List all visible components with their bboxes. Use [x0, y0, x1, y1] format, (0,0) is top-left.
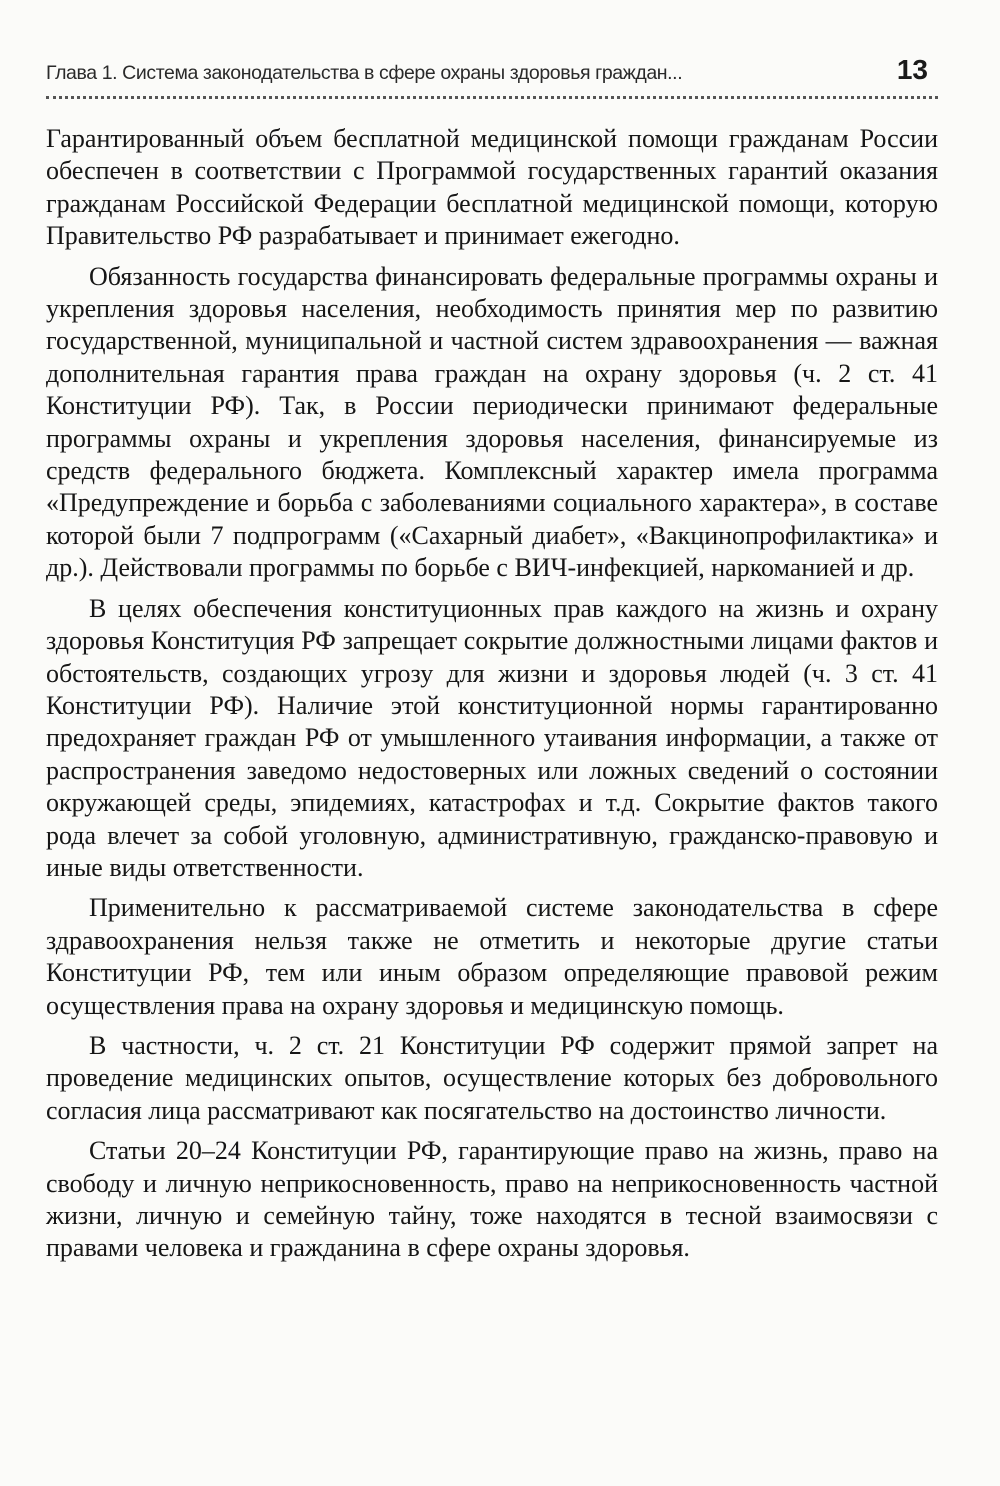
running-title: Глава 1. Система законодательства в сфере охраны здоровья граждан...	[46, 62, 683, 84]
paragraph: Обязанность государства финансировать федеральные программы охраны и укрепления здоровья населения, необходимость принятия мер по развитию государственной, муниципальной и частной систем здравоохранения — важная дополнительная гарантия права граждан на охрану здоровья (ч. 2 ст. 41 Конституции РФ). Так, в России периодически принимают федеральные программы охраны и укрепления здоровья населения, финансируемые из средств федерального бюджета. Комплексный характер имела программа «Предупреждение и борьба с заболеваниями социального характера», в составе которой были 7 подпрограмм («Сахарный диабет», «Вакцинопрофилактика» и др.). Действовали программы по борьбе с ВИЧ-инфекцией, наркоманией и др.	[46, 261, 938, 583]
paragraph: В целях обеспечения конституционных прав каждого на жизнь и охрану здоровья Конституция РФ запрещает сокрытие должностными лицами фактов и обстоятельств, создающих угрозу для жизни и здоровья людей (ч. 3 ст. 41 Конституции РФ). Наличие этой конституционной нормы гарантированно предохраняет граждан РФ от умышленного утаивания информации, а также от распространения заведомо недостоверных или ложных сведений о состоянии окружающей среды, эпидемиях, катастрофах и т.д. Сокрытие фактов такого рода влечет за собой уголовную, административную, гражданско-правовую и иные виды ответственности.	[46, 593, 938, 882]
paragraph: Статьи 20–24 Конституции РФ, гарантирующие право на жизнь, право на свободу и личную неприкосновенность, право на неприкосновенность частной жизни, личную и семейную тайну, тоже находятся в тесной взаимосвязи с правами человека и гражданина в сфере охраны здоровья.	[46, 1136, 938, 1263]
page-header	[46, 54, 938, 94]
paragraph: Гарантированный объем бесплатной медицинской помощи гражданам России обеспечен в соответствии с Программой государственных гарантий оказания гражданам Российской Федерации бесплатной медицинской помощи, которую Правительство РФ разрабатывает и принимает ежегодно.	[46, 124, 938, 251]
paragraph: Применительно к рассматриваемой системе законодательства в сфере здравоохранения нельзя также не отметить и некоторые другие статьи Конституции РФ, тем или иным образом определяющие правовой режим осуществления права на охрану здоровья и медицинскую помощь.	[46, 893, 938, 1020]
paragraph: В частности, ч. 2 ст. 21 Конституции РФ содержит прямой запрет на проведение медицинских опытов, осуществление которых без добровольного согласия лица рассматривают как посягательство на достоинство личности.	[46, 1030, 938, 1125]
body-text	[46, 123, 938, 1265]
header-dotted-rule	[46, 96, 938, 99]
book-page	[46, 54, 938, 1273]
page-number: 13	[896, 54, 928, 85]
